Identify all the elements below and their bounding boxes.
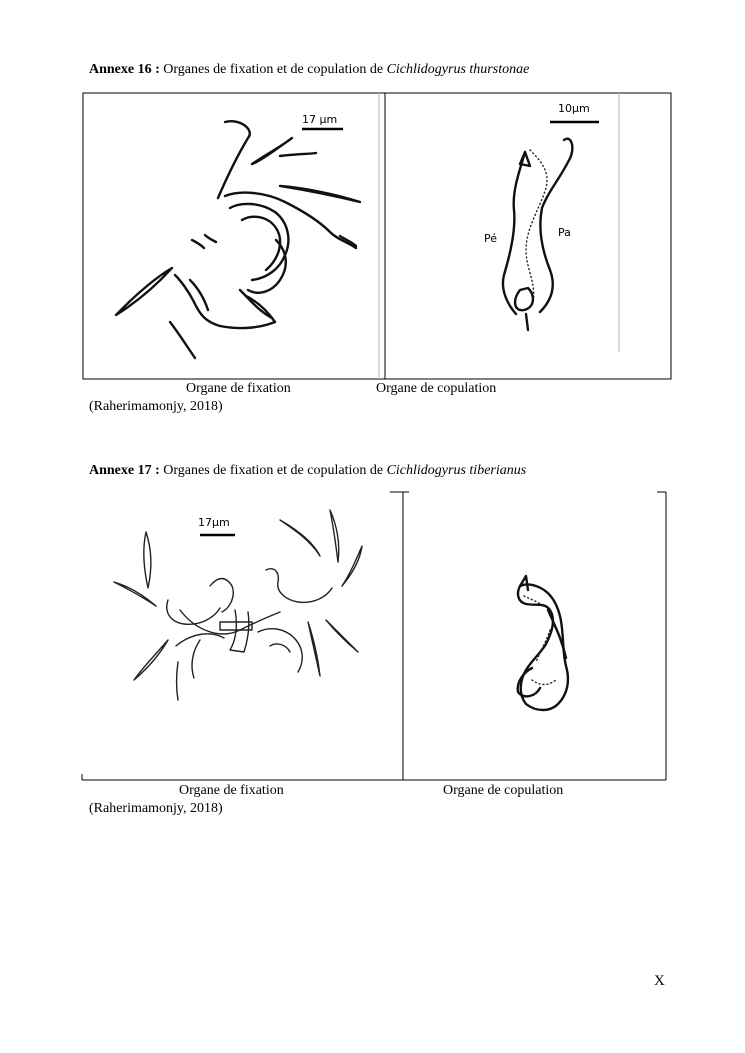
copulatory-bulb [515, 288, 533, 310]
annex-16-source: (Raherimamonjy, 2018) [89, 399, 223, 414]
anchor-right-inner [266, 569, 332, 603]
dorsal-bar [225, 193, 356, 248]
annex-16-number: Annexe 16 : [89, 62, 160, 77]
annex-17-species: Cichlidogyrus tiberianus [386, 463, 527, 478]
label-pe: Pé [484, 232, 498, 245]
annex-17-figure [80, 490, 672, 784]
anchor-lower-inner [190, 280, 208, 310]
hook-lower-left [170, 322, 195, 358]
annex-16-fixation-scale-label: 17 µm [302, 113, 338, 126]
hook-upper-right-3 [342, 546, 362, 586]
annex-17-caption [89, 463, 526, 479]
annex-17-source: (Raherimamonjy, 2018) [89, 801, 223, 816]
copulatory-tip [520, 576, 528, 590]
anchor-far-left [144, 532, 151, 588]
hook-upper-1 [252, 138, 292, 164]
hook-lower-right-1 [308, 622, 320, 676]
hook-fragment-2 [192, 240, 204, 248]
annex-17-fixation-scale-label: 17µm [198, 516, 230, 529]
anchor-lower-right [258, 629, 302, 672]
annex-16-fixation-drawing [116, 113, 360, 358]
label-pa: Pa [558, 226, 571, 239]
ventral-bar [175, 275, 275, 328]
annex-16-frame [83, 93, 671, 379]
copulatory-tip [520, 152, 530, 166]
anchor-lower-left [116, 268, 172, 315]
annex-16-species: Cichlidogyrus thurstonae [386, 62, 530, 77]
hook-fragment-1 [205, 235, 216, 242]
anchor-left-inner [210, 579, 233, 613]
annex-16-caption [89, 62, 529, 78]
annex-17-copulation-drawing [518, 576, 568, 710]
hook-lower-right-2 [326, 620, 358, 652]
page-number: X [654, 973, 665, 989]
anchor-upper-left [218, 121, 250, 198]
hook-upper-right-1 [280, 520, 320, 556]
hook-left-1 [114, 582, 156, 606]
hook-upper-2 [280, 153, 316, 156]
hook-lower-left-2 [177, 662, 179, 700]
annex-17-copulation-label: Organe de copulation [443, 783, 564, 798]
annex-17-fixation-drawing [114, 510, 362, 700]
accessory-piece-stipple [526, 150, 547, 304]
annex-17-number: Annexe 17 : [89, 463, 160, 478]
annex-17-fixation-label: Organe de fixation [179, 783, 284, 798]
annex-16-copulation-scale-label: 10µm [558, 102, 590, 115]
annex-16-copulation-drawing [484, 102, 599, 330]
anchor-left [167, 600, 220, 624]
hook-lower-left-1 [134, 640, 168, 680]
copulatory-organ-outline [518, 585, 568, 711]
anchor-center-inner [242, 217, 280, 270]
anchor-lower-right-inner [270, 644, 290, 652]
anchor-upper-right [280, 186, 360, 202]
annex-16-figure [80, 90, 675, 382]
anchor-lower-left [192, 640, 200, 678]
annex-16-copulation-label: Organe de copulation [376, 381, 497, 396]
hook-upper-right-2 [330, 510, 339, 562]
annex-16-text: Organes de fixation et de copulation de [159, 62, 387, 77]
copulatory-base [526, 314, 528, 330]
annex-16-fixation-label: Organe de fixation [186, 381, 291, 396]
annex-17-text: Organes de fixation et de copulation de [159, 463, 387, 478]
anchor-lower-right [240, 290, 272, 318]
